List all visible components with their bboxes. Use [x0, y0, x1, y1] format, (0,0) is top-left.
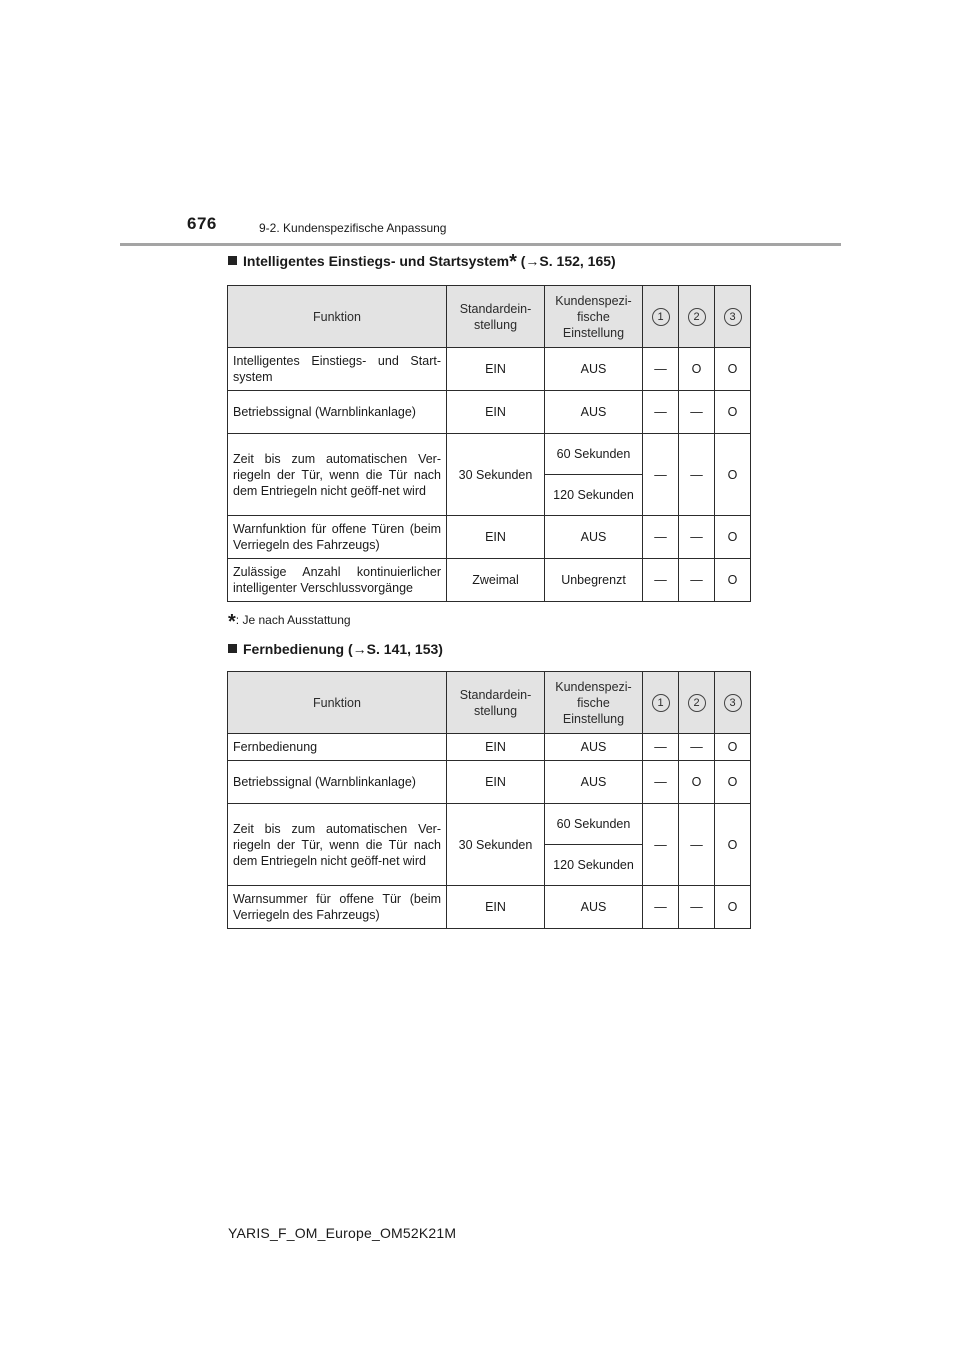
section-heading-smart-entry	[228, 251, 616, 273]
column-header-function: Funktion	[228, 672, 447, 734]
cell-function: Betriebssignal (Warnblinkanlage)	[228, 391, 447, 434]
circled-number-1-icon: 1	[652, 308, 670, 326]
column-header-function: Funktion	[228, 286, 447, 348]
cell-custom: AUS	[545, 761, 643, 804]
column-header-custom: Kundenspezi-fische Einstellung	[545, 672, 643, 734]
cell-method-3: O	[715, 761, 751, 804]
cell-function: Betriebssignal (Warnblinkanlage)	[228, 761, 447, 804]
column-header-default: Standardein-stellung	[447, 286, 545, 348]
column-header-method-3	[715, 672, 751, 734]
cell-function: Fernbedienung	[228, 734, 447, 761]
cell-function: Zeit bis zum automatischen Ver-riegeln der Tür, wenn die Tür nach dem Entriegeln nicht geöff-net wird	[228, 804, 447, 886]
footer-doc-id: YARIS_F_OM_Europe_OM52K21M	[228, 1225, 457, 1241]
cell-method-1: —	[643, 804, 679, 886]
cell-method-3: O	[715, 804, 751, 886]
chapter-title: 9-2. Kundenspezifische Anpassung	[259, 221, 447, 235]
page-number: 676	[187, 214, 217, 233]
table-row	[228, 804, 751, 845]
cell-method-2: —	[679, 886, 715, 929]
cell-custom: AUS	[545, 734, 643, 761]
section-heading-text: Fernbedienung	[243, 641, 345, 657]
cell-method-1: —	[643, 886, 679, 929]
cell-function: Zeit bis zum automatischen Ver-riegeln der Tür, wenn die Tür nach dem Entriegeln nicht geöff-net wird	[228, 434, 447, 516]
cell-method-3: O	[715, 391, 751, 434]
footnote-marker: *	[509, 251, 517, 273]
table-row	[228, 886, 751, 929]
cell-method-3: O	[715, 348, 751, 391]
cell-custom: AUS	[545, 391, 643, 434]
cell-custom: 120 Sekunden	[545, 845, 643, 886]
section-heading-text: Intelligentes Einstiegs- und Startsystem	[243, 253, 510, 269]
cell-custom: 120 Sekunden	[545, 475, 643, 516]
column-header-custom: Kundenspezi-fische Einstellung	[545, 286, 643, 348]
footnote-text: : Je nach Ausstattung	[235, 613, 351, 627]
cell-default: EIN	[447, 761, 545, 804]
cell-method-2: —	[679, 516, 715, 559]
cell-function: Zulässige Anzahl kontinuierlicher intelligenter Verschlussvorgänge	[228, 559, 447, 602]
footnote-star: *	[228, 611, 236, 633]
column-header-method-3	[715, 286, 751, 348]
circled-number-1-icon: 1	[652, 694, 670, 712]
cell-method-2: —	[679, 434, 715, 516]
cell-method-1: —	[643, 516, 679, 559]
cell-method-1: —	[643, 434, 679, 516]
cell-custom: Unbegrenzt	[545, 559, 643, 602]
settings-table-remote-control	[227, 671, 751, 929]
cell-function: Warnsummer für offene Tür (beim Verriegeln des Fahrzeugs)	[228, 886, 447, 929]
circled-number-2-icon: 2	[688, 694, 706, 712]
cell-default: EIN	[447, 516, 545, 559]
section-page-ref: (→S. 152, 165)	[520, 253, 616, 269]
cell-default: EIN	[447, 734, 545, 761]
circled-number-3-icon: 3	[724, 694, 742, 712]
cell-method-3: O	[715, 516, 751, 559]
table-row	[228, 434, 751, 475]
cell-default: EIN	[447, 886, 545, 929]
cell-method-3: O	[715, 434, 751, 516]
cell-method-2: —	[679, 804, 715, 886]
cell-function: Intelligentes Einstiegs- und Start-system	[228, 348, 447, 391]
cell-method-1: —	[643, 559, 679, 602]
cell-method-1: —	[643, 348, 679, 391]
cell-method-1: —	[643, 391, 679, 434]
table-row	[228, 761, 751, 804]
circled-number-2-icon: 2	[688, 308, 706, 326]
cell-method-2: O	[679, 348, 715, 391]
cell-default: EIN	[447, 348, 545, 391]
section-page-ref: (→S. 141, 153)	[348, 641, 443, 657]
table-row	[228, 348, 751, 391]
cell-default: EIN	[447, 391, 545, 434]
table-row	[228, 516, 751, 559]
cell-default: 30 Sekunden	[447, 434, 545, 516]
cell-custom: AUS	[545, 516, 643, 559]
square-bullet-icon	[228, 256, 237, 265]
cell-method-3: O	[715, 734, 751, 761]
cell-custom: 60 Sekunden	[545, 804, 643, 845]
column-header-method-2	[679, 286, 715, 348]
column-header-default: Standardein-stellung	[447, 672, 545, 734]
circled-number-3-icon: 3	[724, 308, 742, 326]
cell-method-2: —	[679, 734, 715, 761]
header-rule	[120, 243, 841, 246]
cell-method-1: —	[643, 761, 679, 804]
cell-custom: AUS	[545, 348, 643, 391]
column-header-method-1	[643, 672, 679, 734]
cell-method-2: —	[679, 391, 715, 434]
column-header-method-1	[643, 286, 679, 348]
cell-method-3: O	[715, 886, 751, 929]
cell-default: Zweimal	[447, 559, 545, 602]
table-row	[228, 559, 751, 602]
cell-default: 30 Sekunden	[447, 804, 545, 886]
settings-table-smart-entry	[227, 285, 751, 602]
cell-method-1: —	[643, 734, 679, 761]
section-heading-remote-control	[228, 641, 443, 657]
cell-method-3: O	[715, 559, 751, 602]
table-row	[228, 391, 751, 434]
cell-method-2: —	[679, 559, 715, 602]
footnote	[228, 611, 351, 633]
square-bullet-icon	[228, 644, 237, 653]
column-header-method-2	[679, 672, 715, 734]
cell-custom: AUS	[545, 886, 643, 929]
cell-function: Warnfunktion für offene Türen (beim Verriegeln des Fahrzeugs)	[228, 516, 447, 559]
cell-custom: 60 Sekunden	[545, 434, 643, 475]
cell-method-2: O	[679, 761, 715, 804]
table-row	[228, 734, 751, 761]
